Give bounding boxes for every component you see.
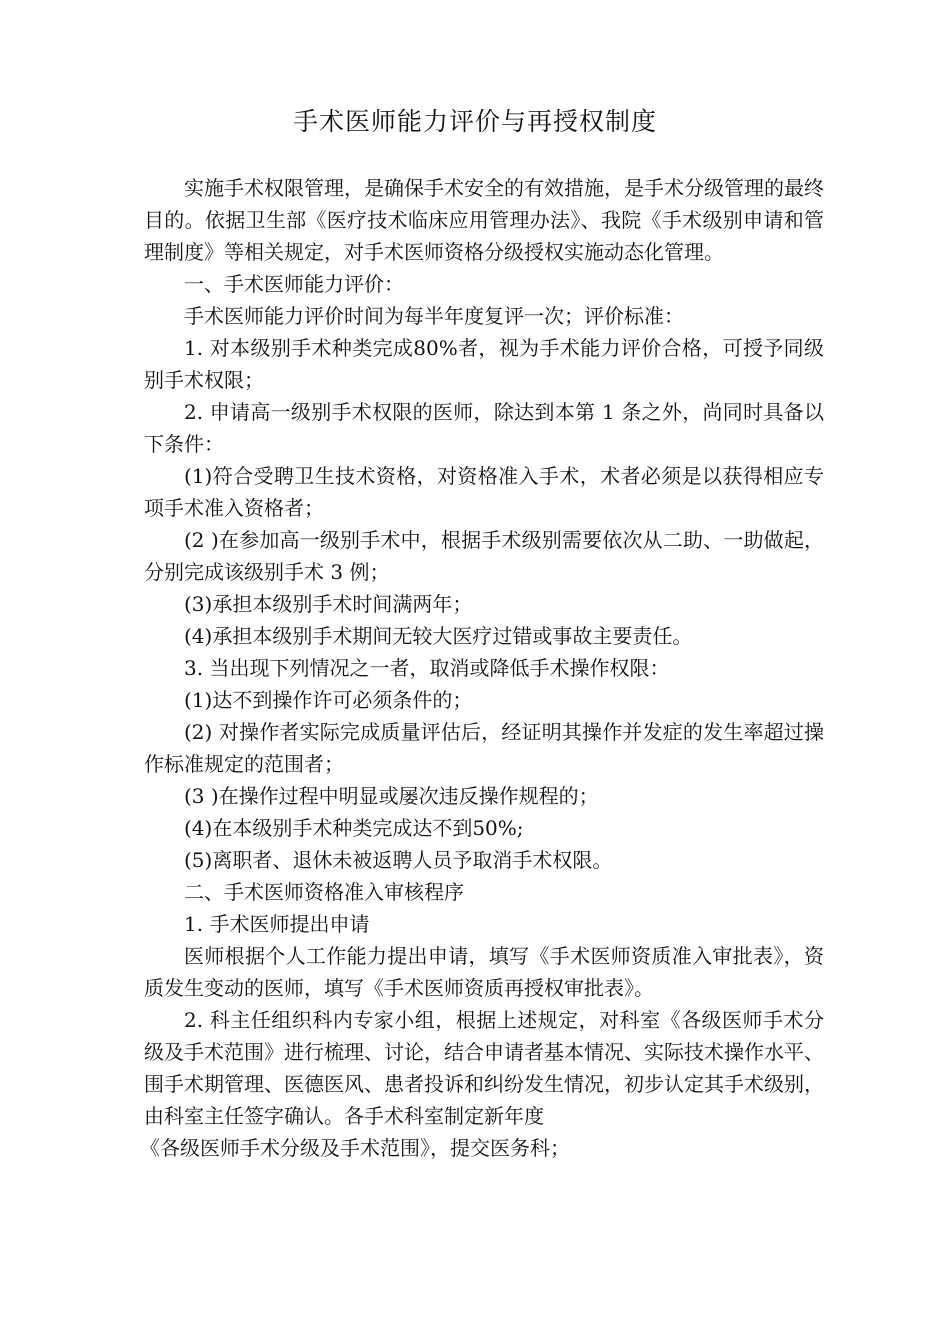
sub-list-item: (5)离职者、退休未被返聘人员予取消手术权限。 [184, 848, 613, 872]
list-item: 3. 当出现下列情况之一者，取消或降低手术操作权限： [184, 656, 670, 680]
paragraph: 医师根据个人工作能力提出申请，填写《手术医师资质准入审批表》，资质发生变动的医师，填写《手术医师资质再授权审批表》。 [144, 944, 824, 1000]
sub-list-item: (3)承担本级别手术时间满两年； [184, 592, 473, 616]
document-title: 手术医师能力评价与再授权制度 [292, 107, 657, 136]
sub-list-item: (2) 对操作者实际完成质量评估后，经证明其操作并发症的发生率超过操作标准规定的范围者； [144, 720, 824, 776]
sub-list-item: (1)符合受聘卫生技术资格，对资格准入手术，术者必须是以获得相应专项手术准入资格者； [144, 464, 824, 520]
paragraph: 手术医师能力评价时间为每半年度复评一次；评价标准： [184, 304, 684, 328]
list-item: 1. 对本级别手术种类完成80%者，视为手术能力评价合格，可授予同级别手术权限； [144, 336, 824, 392]
sub-list-item: (4)在本级别手术种类完成达不到50%; [184, 816, 524, 840]
sub-list-item: (4)承担本级别手术期间无较大医疗过错或事故主要责任。 [184, 624, 693, 648]
list-item: 2. 科主任组织科内专家小组，根据上述规定，对科室《各级医师手术分级及手术范围》进行梳理、讨论，结合申请者基本情况、实际技术操作水平、围手术期管理、医德医风、患者投诉和纠纷发生情况，初步认定其手术级别，由科室主任签字确认。各手术科室制定新年度 [144, 1008, 824, 1128]
sub-list-item: (2 )在参加高一级别手术中，根据手术级别需要依次从二助、一助做起，分别完成该级别手术 3 例； [144, 528, 824, 584]
section-heading-2: 二、手术医师资格准入审核程序 [184, 880, 464, 904]
list-item: 1. 手术医师提出申请 [184, 912, 370, 936]
document-body [140, 172, 824, 1164]
list-item: 2. 申请高一级别手术权限的医师，除达到本第 1 条之外，尚同时具备以下条件： [144, 400, 824, 456]
paragraph-continuation: 《各级医师手术分级及手术范围》，提交医务科； [140, 1136, 570, 1160]
section-heading-1: 一、手术医师能力评价： [184, 272, 404, 296]
sub-list-item: (1)达不到操作许可必须条件的； [184, 688, 473, 712]
paragraph-intro: 实施手术权限管理，是确保手术安全的有效措施，是手术分级管理的最终目的。依据卫生部《医疗技术临床应用管理办法》、我院《手术级别申请和管理制度》等相关规定，对手术医师资格分级授权实施动态化管理。 [144, 176, 824, 264]
sub-list-item: (3 )在操作过程中明显或屡次违反操作规程的； [184, 784, 599, 808]
